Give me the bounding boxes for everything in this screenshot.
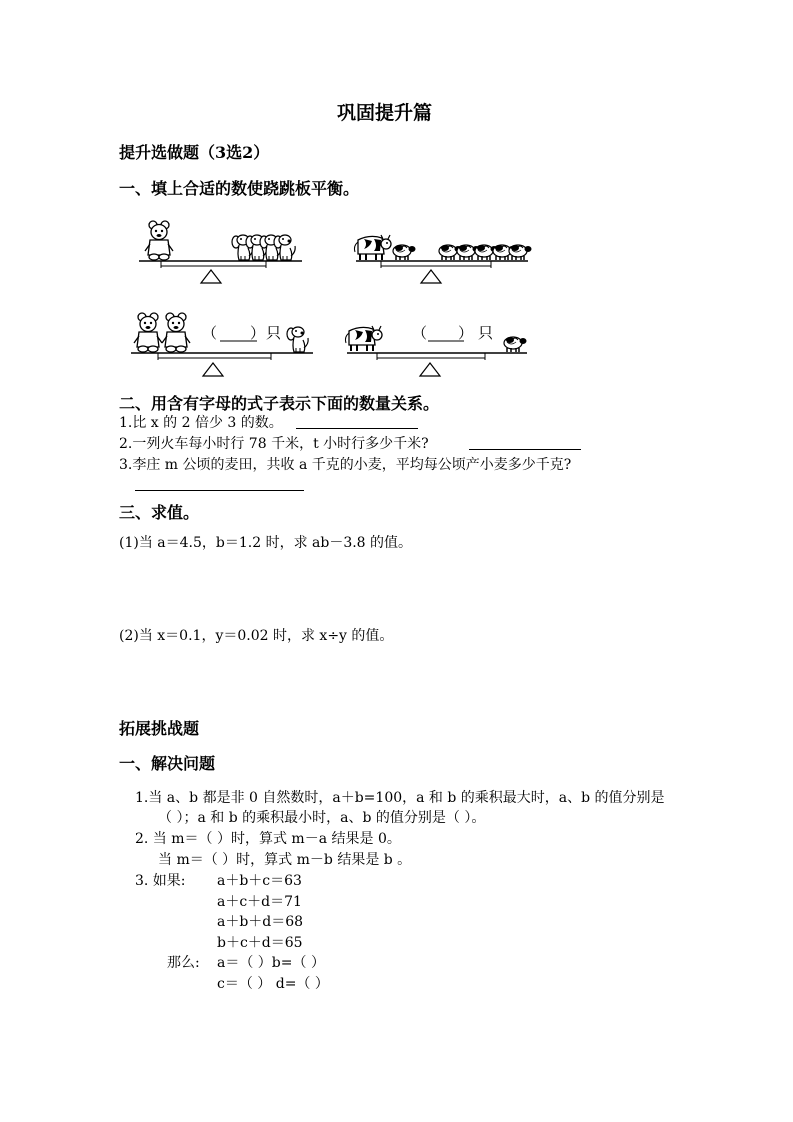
- seesaw4-unit: 只: [478, 324, 494, 342]
- seesaw3-blank-open: （: [202, 324, 218, 342]
- problem1-line1: 1.当 a、b 都是非 0 自然数时，a＋b=100，a 和 b 的乘积最大时，a、b 的值分别是: [135, 790, 665, 806]
- seesaw4-blank-close: ）: [458, 324, 474, 342]
- question2-heading: 二、用含有字母的式子表示下面的数量关系。: [119, 394, 440, 413]
- q2-item1-answer-line: [296, 428, 418, 429]
- q2-item1: 1.比 x 的 2 倍少 3 的数。: [119, 415, 283, 431]
- seesaw3-unit: 只: [266, 324, 282, 342]
- equation-3: a＋b＋d＝68: [217, 914, 304, 930]
- equation-2: a＋c＋d＝71: [217, 894, 302, 910]
- equation-1: a＋b＋c＝63: [217, 873, 302, 889]
- section-heading-challenge: 拓展挑战题: [119, 719, 200, 738]
- equation-4: b＋c＋d＝65: [217, 935, 303, 951]
- then-label: 那么:: [167, 955, 200, 971]
- problem1-line2: （ ）；a 和 b 的乘积最小时，a、b 的值分别是（ ）。: [158, 810, 486, 826]
- seesaw4-blank-open: （: [412, 324, 428, 342]
- q3-item2: (2)当 x＝0.1，y＝0.02 时，求 x÷y 的值。: [119, 628, 394, 644]
- problem-solving-heading: 一、解决问题: [119, 754, 216, 773]
- problem2-line1: 2. 当 m＝（ ）时，算式 m－a 结果是 0。: [135, 831, 401, 847]
- q2-item3: 3.李庄 m 公顷的麦田，共收 a 千克的小麦，平均每公顷产小麦多少千克?: [119, 457, 572, 473]
- q2-item2-answer-line: [469, 449, 581, 450]
- question1-heading: 一、填上合适的数使跷跳板平衡。: [119, 179, 360, 198]
- q3-item1: (1)当 a＝4.5，b＝1.2 时，求 ab－3.8 的值。: [119, 535, 413, 551]
- answer-cd: c＝（ ） d=（ ）: [217, 976, 329, 992]
- problem3-label: 3. 如果:: [135, 873, 186, 889]
- answer-ab: a＝（ ）b=（ ）: [217, 955, 325, 971]
- page-title: 巩固提升篇: [337, 102, 433, 124]
- seesaw3-blank-close: ）: [250, 324, 266, 342]
- q2-item3-answer-line: [135, 490, 304, 491]
- section-heading-optional: 提升选做题（3选2）: [119, 143, 270, 162]
- q2-item2: 2.一列火车每小时行 78 千米，t 小时行多少千米?: [119, 436, 429, 452]
- question3-heading: 三、求值。: [119, 503, 200, 522]
- problem2-line2: 当 m＝（ ）时，算式 m－b 结果是 b 。: [158, 852, 412, 868]
